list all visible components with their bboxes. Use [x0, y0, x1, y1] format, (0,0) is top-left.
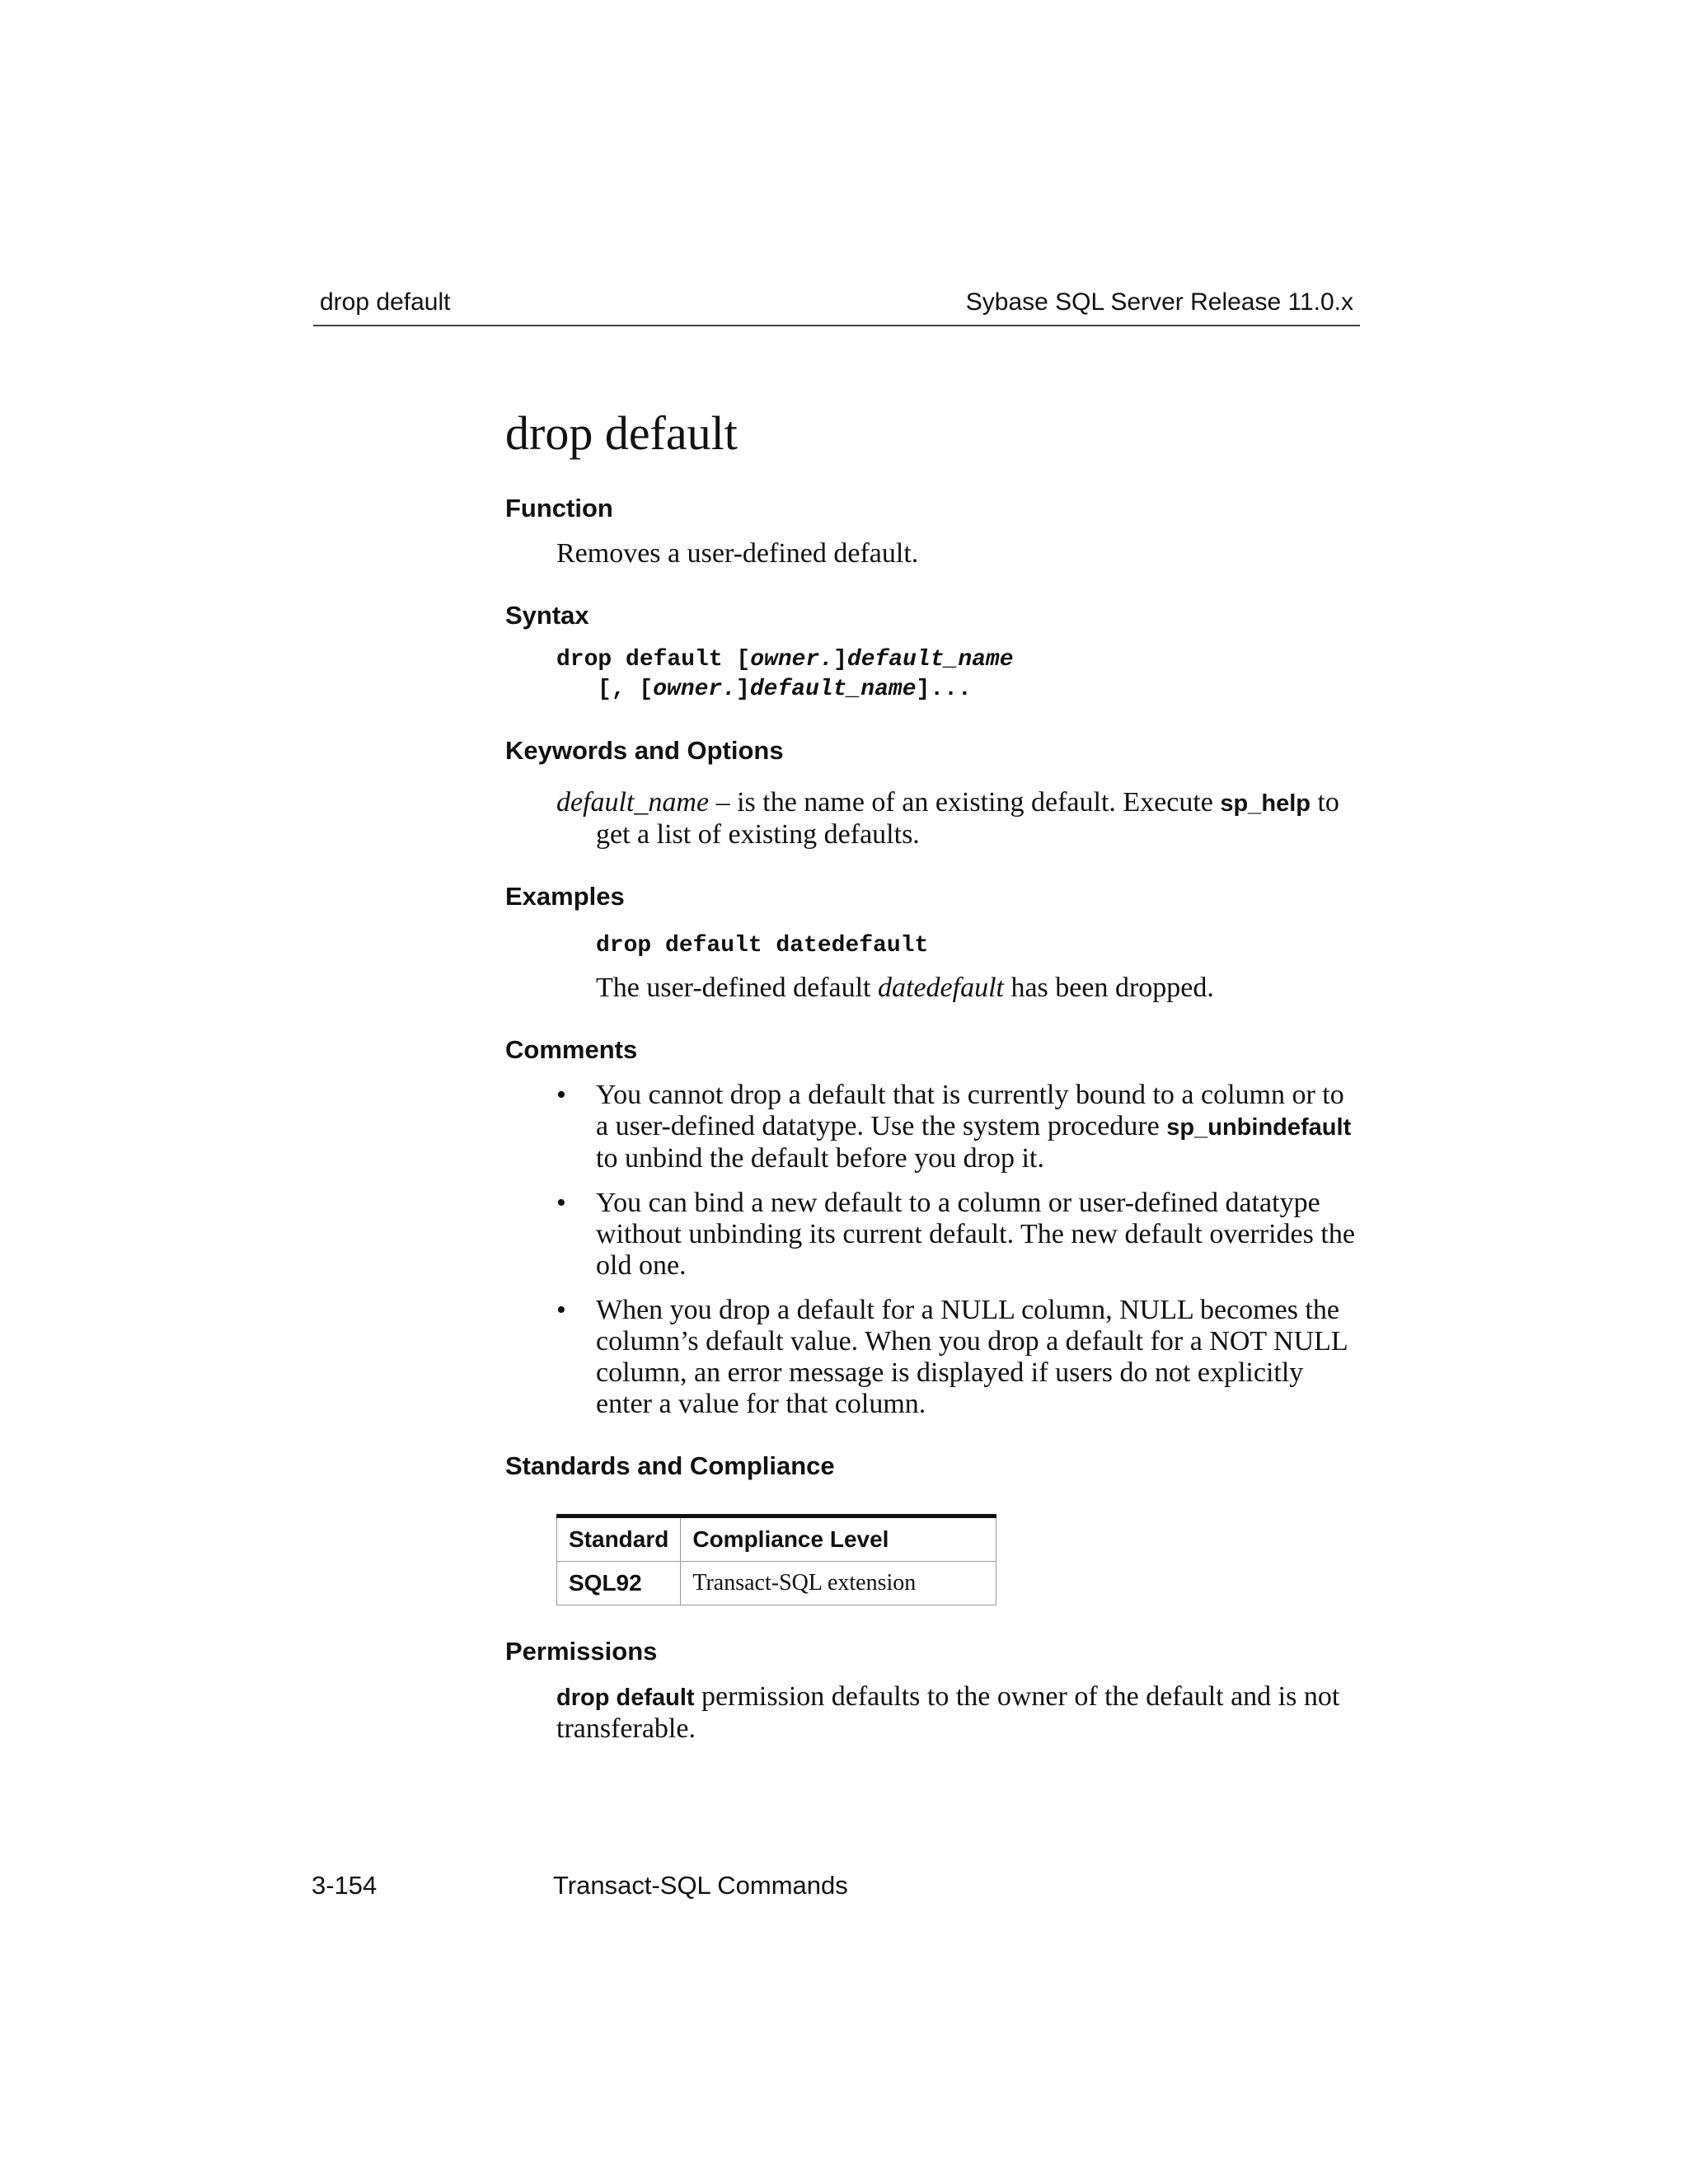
running-head [313, 288, 1360, 326]
syntax-repeat-close: ]... [916, 677, 972, 702]
standards-table [556, 1514, 996, 1605]
table-header-row [557, 1516, 996, 1562]
bullet-icon: • [556, 1080, 566, 1110]
list-item [556, 1080, 1362, 1174]
keyword-term: default_name [556, 787, 710, 818]
example-text-em: datedefault [878, 972, 1004, 1003]
table-row [557, 1562, 996, 1605]
standards-heading: Standards and Compliance [505, 1451, 835, 1480]
example-text-before: The user-defined default [596, 972, 878, 1003]
permissions-text [556, 1681, 1362, 1745]
syntax-bracket: ] [833, 647, 847, 673]
page-title: drop default [505, 406, 738, 460]
keyword-proc: sp_help [1220, 790, 1311, 817]
permissions-command: drop default [556, 1685, 695, 1711]
bullet-icon: • [556, 1188, 566, 1218]
bullet-icon: • [556, 1295, 566, 1325]
comment-1-proc: sp_unbindefault [1166, 1114, 1352, 1141]
permissions-desc: permission defaults to the owner of the default and is not transferable. [556, 1681, 1340, 1744]
running-head-right: Sybase SQL Server Release 11.0.x [965, 288, 1353, 316]
syntax-default-name: default_name [749, 677, 917, 702]
comment-1-before: You cannot drop a default that is currently bound to a column or to a user-defined datatype. Use the system procedure [596, 1080, 1344, 1141]
list-item [556, 1188, 1362, 1282]
list-item [556, 1295, 1362, 1420]
table-header-standard: Standard [557, 1516, 681, 1562]
comment-3: When you drop a default for a NULL column, NULL becomes the column’s default value. When you drop a default for a NOT NULL column, an error message is displayed if users do not explicitly enter a value for that column. [596, 1295, 1348, 1419]
table-cell-standard: SQL92 [557, 1562, 681, 1605]
keyword-entry [556, 787, 1362, 851]
syntax-block [556, 645, 1362, 705]
running-head-left: drop default [320, 288, 451, 316]
example-text-after: has been dropped. [1003, 972, 1214, 1003]
comment-2: You can bind a new default to a column or user-defined datatype without unbinding its current default. The new default overrides the old one. [596, 1188, 1355, 1281]
footer-title: Transact-SQL Commands [553, 1871, 848, 1900]
syntax-owner: owner. [653, 677, 737, 702]
example-code: drop default datedefault [596, 933, 929, 958]
syntax-heading: Syntax [505, 601, 589, 630]
comments-list [556, 1080, 1362, 1420]
syntax-line-1 [556, 645, 1362, 675]
examples-heading: Examples [505, 882, 625, 911]
function-heading: Function [505, 494, 613, 523]
syntax-owner: owner. [750, 647, 834, 673]
keyword-desc-after: to get a list of existing defaults. [596, 787, 1339, 850]
table-cell-compliance: Transact-SQL extension [681, 1562, 996, 1605]
syntax-bracket: ] [736, 677, 750, 702]
syntax-keyword: drop default [ [556, 647, 751, 673]
keywords-heading: Keywords and Options [505, 736, 784, 765]
example-text [596, 972, 1362, 1004]
comments-heading: Comments [505, 1035, 638, 1064]
table-header-compliance: Compliance Level [681, 1516, 996, 1562]
page-content [505, 400, 1362, 1745]
function-text: Removes a user-defined default. [556, 538, 919, 569]
syntax-repeat-open: [, [ [598, 677, 654, 702]
comment-1-after: to unbind the default before you drop it. [596, 1143, 1044, 1174]
page-number: 3-154 [312, 1871, 377, 1900]
permissions-heading: Permissions [505, 1637, 658, 1666]
syntax-default-name: default_name [846, 647, 1014, 673]
syntax-line-2 [556, 675, 1362, 705]
keyword-desc-before: – is the name of an existing default. Execute [709, 787, 1221, 818]
